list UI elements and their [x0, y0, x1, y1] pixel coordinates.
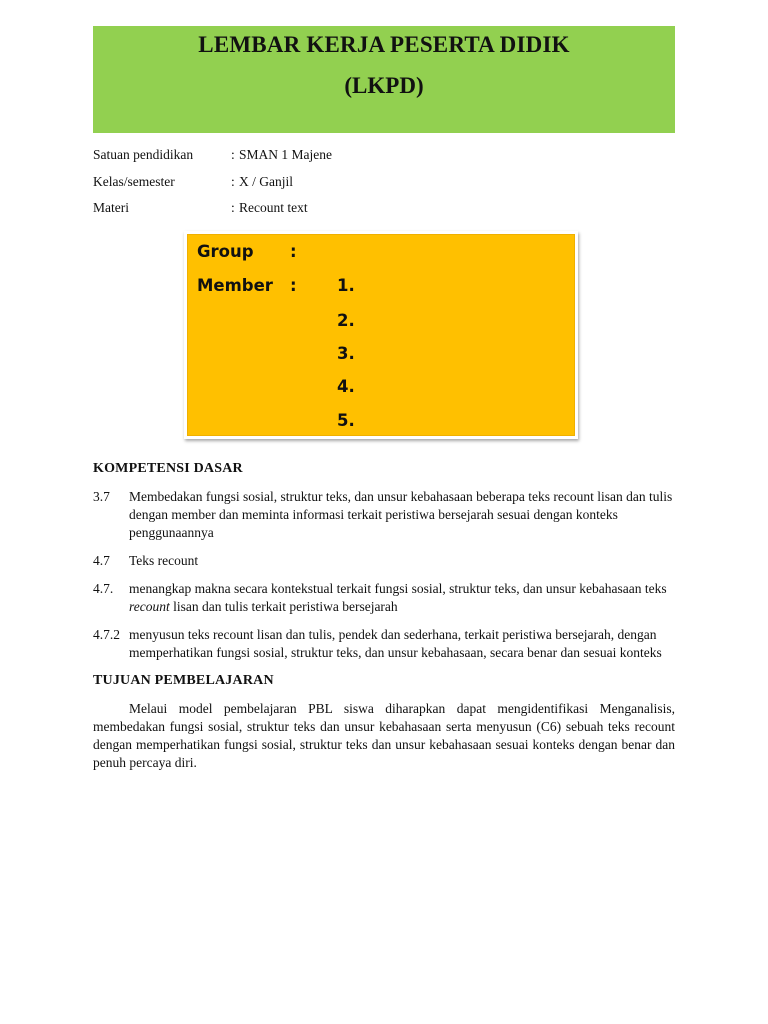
kd-item	[93, 580, 675, 616]
header-banner	[93, 26, 675, 133]
kd-text	[129, 580, 675, 616]
info-label: Satuan pendidikan	[93, 147, 194, 162]
identity-table	[93, 145, 332, 225]
info-value: SMAN 1 Majene	[239, 147, 332, 162]
kd-number: 4.7.	[93, 581, 114, 596]
kd-number: 3.7	[93, 489, 110, 504]
member-number-5: 5.	[337, 411, 355, 430]
info-label: Materi	[93, 200, 129, 215]
info-row-satuan	[93, 145, 332, 172]
tujuan-paragraph: Melaui model pembelajaran PBL siswa diharapkan dapat mengidentifikasi Menganalisis, membedakan fungsi sosial, struktur teks dan unsur kebahasaan serta menyusun (C6) sebuah teks recount dengan memperhatikan fungsi sosial, struktur teks dan unsur kebahasaan sesuai konteks dengan benar dan penuh percaya diri.	[93, 701, 675, 770]
kd-text: menyusun teks recount lisan dan tulis, pendek dan sederhana, terkait peristiwa bersejarah, dengan memperhatikan fungsi sosial, struktur teks, dan unsur kebahasaan, secara benar dan sesuai konteks	[129, 627, 662, 660]
member-number-3: 3.	[337, 344, 355, 363]
member-number-1: 1.	[337, 276, 355, 295]
info-row-materi	[93, 198, 332, 225]
kd-text-part: lisan dan tulis terkait peristiwa bersejarah	[169, 599, 398, 614]
member-colon: :	[290, 276, 297, 295]
document-subtitle: (LKPD)	[344, 73, 424, 98]
info-row-kelas	[93, 172, 332, 199]
kd-item	[93, 552, 675, 570]
group-label: Group	[197, 242, 254, 261]
document-title: LEMBAR KERJA PESERTA DIDIK	[198, 32, 570, 57]
kd-text: Teks recount	[129, 553, 199, 568]
info-label: Kelas/semester	[93, 173, 175, 189]
kd-text: Membedakan fungsi sosial, struktur teks, dan unsur kebahasaan beberapa teks recount lisan dan tulis dengan member dan meminta informasi terkait peristiwa bersejarah sesuai dengan konteks penggunaannya	[129, 489, 673, 540]
info-colon: :	[231, 173, 235, 189]
kompetensi-heading: KOMPETENSI DASAR	[93, 461, 243, 476]
kd-number: 4.7	[93, 553, 110, 568]
member-number-4: 4.	[337, 377, 355, 396]
info-value: Recount text	[239, 200, 308, 215]
tujuan-heading: TUJUAN PEMBELAJARAN	[93, 673, 274, 688]
member-label: Member	[197, 276, 273, 295]
kd-item	[93, 488, 675, 542]
member-number-2: 2.	[337, 311, 355, 330]
info-colon: :	[231, 200, 235, 215]
group-colon: :	[290, 242, 297, 261]
info-value: X / Ganjil	[239, 173, 293, 189]
kd-item	[93, 626, 675, 662]
kd-text-part: menangkap makna secara kontekstual terkait fungsi sosial, struktur teks, dan unsur kebahasaan teks	[129, 581, 667, 596]
group-member-box	[184, 231, 578, 439]
kd-number: 4.7.2	[93, 627, 120, 642]
info-colon: :	[231, 147, 235, 162]
kd-text-italic: recount	[129, 599, 170, 614]
main-content	[93, 460, 675, 772]
